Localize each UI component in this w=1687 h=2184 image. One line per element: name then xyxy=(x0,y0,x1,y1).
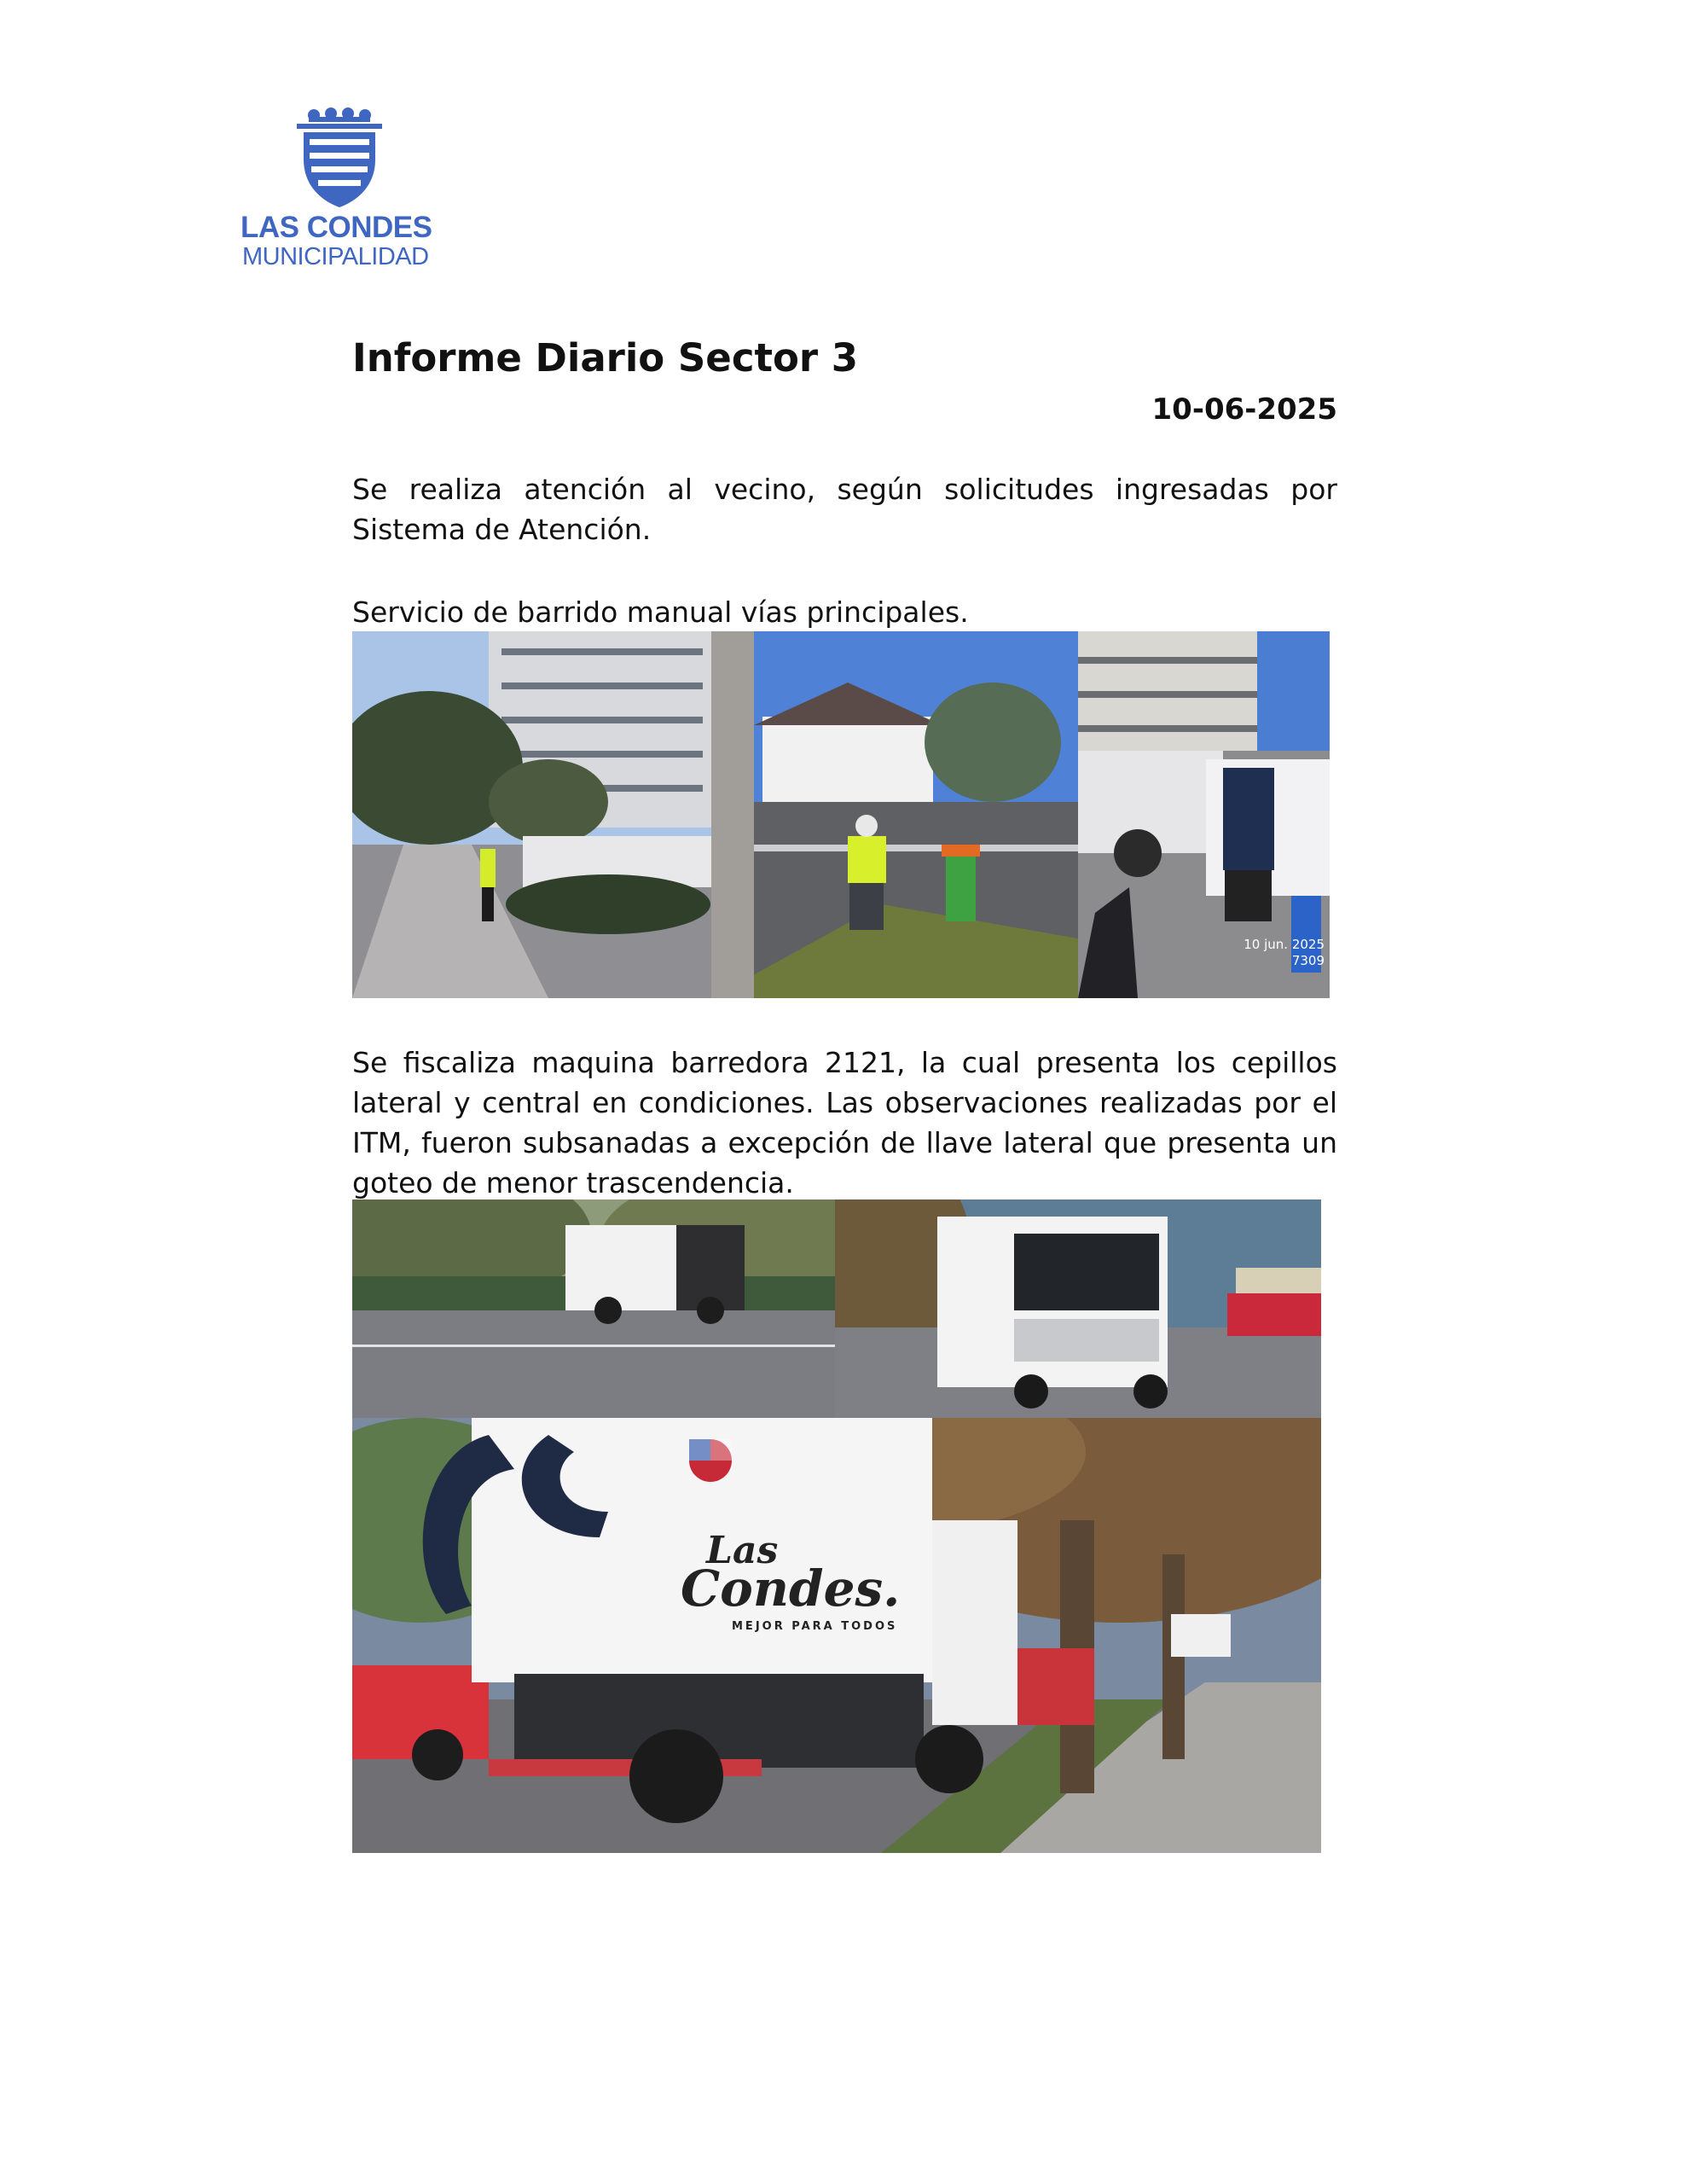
paragraph-attention: Se realiza atención al vecino, según solicitudes ingresadas por Sistema de Atención. xyxy=(352,473,1337,546)
logo-subtitle-text: MUNICIPALIDAD xyxy=(242,243,429,270)
photo-sweeper-street xyxy=(711,631,1078,998)
photo-sweeper-parking xyxy=(1078,631,1330,998)
paragraph-sweeping: Servicio de barrido manual vías principales. xyxy=(352,595,969,629)
truck-logo-las: Las xyxy=(706,1529,779,1572)
photo-sweeper-sidewalk xyxy=(352,631,711,998)
truck-logo-tagline: MEJOR PARA TODOS xyxy=(732,1620,898,1633)
las-condes-logo xyxy=(241,107,437,277)
report-date: 10-06-2025 xyxy=(1151,392,1337,427)
photo-truck-rear xyxy=(352,1418,1321,1853)
truck-logo-condes: Condes. xyxy=(681,1560,901,1618)
photo-timestamp-code: 7309 xyxy=(1291,953,1325,968)
photo-truck-crossing xyxy=(352,1199,835,1418)
photo-timestamp xyxy=(1244,937,1325,969)
paragraph-inspection: Se fiscaliza maquina barredora 2121, la cual presenta los cepillos lateral y central en condiciones. Las observaciones realizadas por el ITM, fueron subsanadas a excepción de llave lateral que presenta un goteo de menor trascendencia. xyxy=(352,1046,1337,1199)
report-title: Informe Diario Sector 3 xyxy=(352,335,859,380)
crest-icon xyxy=(297,107,382,207)
logo-brand-text: LAS CONDES xyxy=(241,211,432,244)
photo-timestamp-date: 10 jun. 2025 xyxy=(1244,937,1325,952)
photo-truck-front xyxy=(835,1199,1321,1418)
